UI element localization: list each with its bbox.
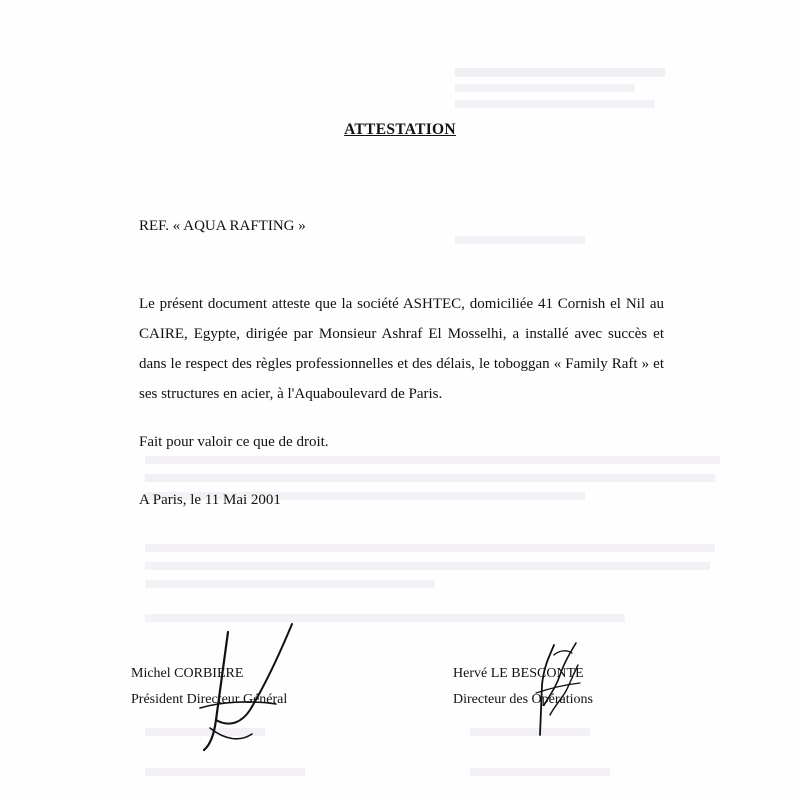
reference-line: REF. « AQUA RAFTING » [139,218,306,234]
signatory-role: Président Directeur Général [131,692,288,707]
signatory-role: Directeur des Opérations [453,692,593,707]
attestation-body: Le présent document atteste que la société ASHTEC, domiciliée 41 Cornish el Nil au CAIRE, Egypte, dirigée par Monsieur Ashraf El Mosselhi, a installé avec succès et dans le respect des règles professionnelles et des délais, le toboggan « Family Raft » et ses structures en acier, à l'Aquaboulevard de Paris. [139,296,664,402]
signatory-name: Michel CORBIERE [131,666,244,681]
signatory-right [453,661,593,713]
signatory-name: Hervé LE BESCONTE [453,666,584,681]
document-title: ATTESTATION [344,121,456,138]
place-and-date: A Paris, le 11 Mai 2001 [139,492,281,508]
closing-formula: Fait pour valoir ce que de droit. [139,434,329,450]
signatory-left [131,661,287,713]
